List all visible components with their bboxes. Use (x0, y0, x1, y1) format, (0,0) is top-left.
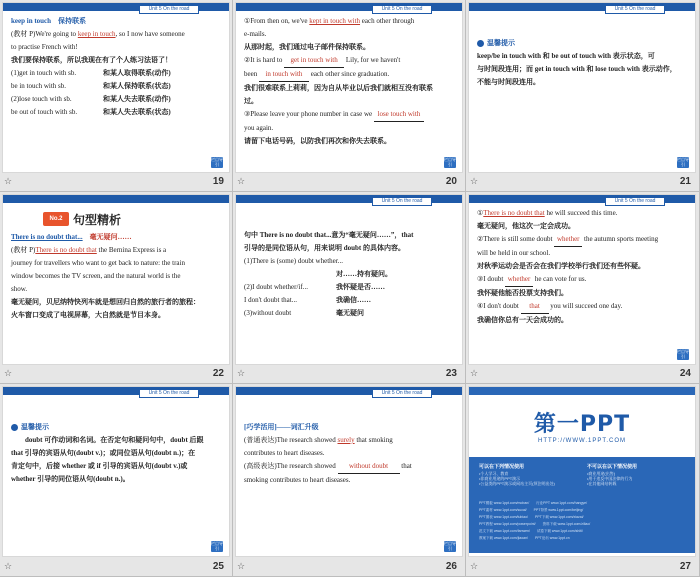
tip-heading: 温馨提示 (477, 37, 687, 50)
tip-text: 不能与时间段连用。 (477, 78, 540, 86)
answer-blank: whether (505, 273, 533, 287)
pattern-row: (2)I doubt whether/if... 我怀疑是否…… (244, 283, 385, 291)
sentence-part: Lily, for we haven't (344, 56, 401, 64)
sentence-line: e-mails. (244, 30, 267, 38)
star-icon: ☆ (4, 369, 13, 379)
translation: 毫无疑问，贝尼纳特快列车就是想回归自然的旅行者的旅程： (11, 298, 200, 306)
resource-link[interactable]: 范文下载 www.1ppt.com/fanwen/ 试卷下载 www.1ppt.com/shiti/ (479, 529, 583, 533)
unit-tag: Unit 5 On the road (605, 5, 665, 14)
source-ref: (教材 P (11, 246, 33, 254)
key-phrase: kept in touch with (309, 17, 361, 25)
resource-link[interactable]: PPT图表 www.1ppt.com/tubiao/ PPT下载 www.1ppt.com/xiazai/ (479, 515, 584, 519)
translation: 毫无疑问，他这次一定会成功。 (477, 222, 575, 230)
resource-link[interactable]: PPT教程 www.1ppt.com/powerpoint/ 资料下载 www.1ppt.com/ziliao/ (479, 522, 591, 526)
forbidden-item: •在其他网站转载 (587, 481, 617, 486)
tip-text: 肯定句中，后接 whether 或 if 引导的宾语从句(doubt v.)或 (11, 462, 188, 470)
explanation: 引导的是同位语从句，用来说明 doubt 的具体内容。 (244, 244, 406, 252)
sentence-line: journey for travellers who want to get back to nature: the train (11, 259, 185, 267)
forbidden-item: •用于违反中国法律的行为 (587, 476, 633, 481)
sentence-line: window becomes the TV screen, and the natural world is the (11, 272, 181, 280)
sentence-line: to practise French with! (11, 43, 78, 51)
phrase-row: be in touch with sb. 和某人保持联系(状态) (11, 82, 171, 90)
nav-button[interactable]: 栏目导引 (211, 157, 223, 167)
tip-icon (477, 40, 484, 47)
sentence-line: contributes to heart diseases. (244, 449, 325, 457)
translation: 我们要保持联系，所以我现在有了个人练习法语了！ (11, 56, 172, 64)
sentence-part: (高级表达)The research showed (244, 462, 338, 470)
translation: 火车窗口变成了电视屏幕，大自然就是节目本身。 (11, 311, 165, 319)
slide-number: 24 (679, 368, 691, 379)
slide-thumb-21[interactable] (466, 0, 700, 192)
slide-21 (468, 2, 696, 173)
star-icon: ☆ (237, 562, 246, 572)
sentence-part: that smoking (354, 436, 393, 444)
sentence-part: (普通表达)The research showed (244, 436, 338, 444)
sentence-part: ①From then on, we've (244, 17, 310, 25)
slide-20 (235, 2, 463, 173)
star-icon: ☆ (237, 177, 246, 187)
brand-block (469, 395, 695, 453)
slide-22 (2, 194, 230, 365)
sentence-part: ① (477, 209, 484, 217)
unit-tag: Unit 5 On the road (372, 389, 432, 398)
sentence-part: ③Please leave your phone number in case we (244, 110, 374, 118)
translation: 我们很难联系上莉莉，因为自从毕业以后我们就相互没有联系 (244, 84, 433, 92)
key-word: surely (337, 436, 355, 444)
star-icon: ☆ (4, 562, 13, 572)
slide-number: 27 (679, 561, 691, 572)
sentence-part: ③I doubt (477, 275, 506, 283)
slide-19 (2, 2, 230, 173)
tip-text: 与时间段连用；而 get in touch with 和 lose touch with 表示动作， (477, 65, 677, 73)
sentence-line: show. (11, 285, 28, 293)
sentence-part: he can vote for us. (533, 275, 587, 283)
unit-tag: Unit 5 On the road (372, 5, 432, 14)
translation: 我怀疑他能否投票支持我们。 (477, 289, 568, 297)
sentence-line: smoking contributes to heart diseases. (244, 476, 351, 484)
answer-blank: without doubt (338, 460, 400, 474)
sentence-part: been (244, 70, 259, 78)
translation: 我确信你总有一天会成功的。 (477, 316, 568, 324)
slide-thumb-23[interactable] (233, 192, 466, 384)
sentence-part: each other since graduation. (308, 70, 390, 78)
tip-heading: 温馨提示 (11, 421, 221, 434)
tip-icon (11, 424, 18, 431)
sentence-part: ) (32, 246, 36, 254)
exercise-heading: [巧学活用]——词汇升级 (244, 423, 319, 431)
license-panel (469, 457, 695, 553)
pattern-row: (3)without doubt 毫无疑问 (244, 309, 364, 317)
slide-thumb-19[interactable] (0, 0, 233, 192)
sentence-part: each other through (360, 17, 415, 25)
star-icon: ☆ (470, 177, 479, 187)
sentence-part: ②There is still some doubt (477, 235, 555, 243)
tip-text: that 引导的宾语从句(doubt v.)；或同位语从句(doubt n.)；在 (11, 449, 196, 457)
brand-logo: 第一PPT (533, 412, 631, 437)
explanation: 句中 There is no doubt that...意为“毫无疑问……”，that (244, 231, 414, 239)
sentence-part: you will succeed one day. (548, 302, 623, 310)
pattern-heading: There is no doubt that... (11, 233, 83, 241)
translation: 对秋季运动会是否会在我们学校举行我们还有些怀疑。 (477, 262, 645, 270)
phrase-heading: keep in touch 保持联系 (11, 17, 87, 25)
forbidden-heading: 不可以在以下情况使用 (587, 464, 638, 470)
slide-thumb-22[interactable] (0, 192, 233, 384)
star-icon: ☆ (470, 562, 479, 572)
unit-tag: Unit 5 On the road (372, 197, 432, 206)
star-icon: ☆ (4, 177, 13, 187)
sentence-part: , so I now have someone (115, 30, 185, 38)
resource-link[interactable]: PPT素材 www.1ppt.com/sucai/ PPT背景 www.1ppt.com/beijing/ (479, 508, 584, 512)
pattern-line: (1)There is (some) doubt whether... (244, 257, 343, 265)
key-phrase: There is no doubt that (483, 209, 545, 217)
sentence-part: he will succeed this time. (544, 209, 618, 217)
sentence-part: the Bernina Express is a (96, 246, 167, 254)
forbidden-item: •商业用途(出售) (587, 471, 616, 476)
slide-26 (235, 386, 463, 557)
sentence-part: the autumn sports meeting (582, 235, 659, 243)
source-ref: (教材 P (11, 30, 33, 38)
phrase-row: (2)lose touch with sb. 和某人失去联系(动作) (11, 95, 171, 103)
translation: 过。 (244, 97, 258, 105)
key-phrase: keep in touch (77, 30, 116, 38)
slide-thumb-25[interactable] (0, 384, 233, 577)
slide-25 (2, 386, 230, 557)
slide-thumb-26[interactable] (233, 384, 466, 577)
star-icon: ☆ (237, 369, 246, 379)
sentence-part: ④I don't doubt (477, 302, 521, 310)
key-phrase: There is no doubt that (35, 246, 97, 254)
allowed-item: •非商业用途的PPT演示 (479, 476, 521, 481)
slide-24 (468, 194, 696, 365)
resource-link[interactable]: 教案下载 www.1ppt.com/jiaoan/ PPT论坛 www.1ppt.cn (479, 536, 570, 540)
slide-23 (235, 194, 463, 365)
tip-text: doubt 可作动词和名词。在否定句和疑问句中，doubt 后跟 (11, 436, 204, 444)
pattern-meaning: 对……持有疑问。 (336, 270, 392, 278)
slide-number: 21 (679, 176, 691, 187)
section-number: No.2 (43, 212, 69, 226)
sentence-line: will be held in our school. (477, 249, 551, 257)
star-icon: ☆ (470, 369, 479, 379)
sentence-part: ②It is hard to (244, 56, 285, 64)
nav-button[interactable]: 栏目导引 (677, 157, 689, 167)
slide-number: 22 (212, 368, 224, 379)
slide-thumb-27[interactable] (466, 384, 700, 577)
pattern-meaning: 毫无疑问…… (82, 233, 132, 241)
slide-number: 19 (212, 176, 224, 187)
slide-number: 25 (212, 561, 224, 572)
answer-blank: that (521, 300, 549, 314)
translation: 请留下电话号码，以防我们再次和你失去联系。 (244, 137, 391, 145)
answer-blank: get in touch with (284, 54, 344, 68)
slide-number: 20 (445, 176, 457, 187)
section-banner (43, 211, 121, 227)
section-title: 句型精析 (73, 212, 122, 227)
answer-blank: in touch with (259, 68, 309, 82)
phrase-row: be out of touch with sb. 和某人失去联系(状态) (11, 108, 171, 116)
slide-header-bar (469, 387, 695, 395)
allowed-item: •个人学习、教育 (479, 471, 509, 476)
unit-tag: Unit 5 On the road (139, 5, 199, 14)
answer-blank: whether (554, 233, 582, 247)
phrase-row: (1)get in touch with sb. 和某人取得联系(动作) (11, 69, 171, 77)
unit-tag: Unit 5 On the road (139, 389, 199, 398)
sentence-part: )We're going to (32, 30, 78, 38)
allowed-item: •公益类的PPT演示或网站主页(须注明出处) (479, 481, 555, 486)
tip-text: keep/be in touch with 和 be out of touch with 表示状态，可 (477, 52, 655, 60)
nav-button[interactable]: 栏目导引 (211, 541, 223, 551)
brand-url: HTTP://WWW.1PPT.COM (538, 438, 626, 444)
nav-button[interactable]: 栏目导引 (444, 541, 456, 551)
allowed-heading: 可以在下列情况使用 (479, 464, 525, 470)
nav-button[interactable]: 栏目导引 (677, 349, 689, 359)
pattern-row: I don't doubt that... 我确信…… (244, 296, 371, 304)
answer-blank: lose touch with (374, 108, 424, 122)
unit-tag: Unit 5 On the road (605, 197, 665, 206)
translation: 从那时起，我们通过电子邮件保持联系。 (244, 43, 370, 51)
sentence-part: that (399, 462, 412, 470)
tip-text: whether 引导的同位语从句(doubt n.)。 (11, 475, 130, 483)
slide-number: 23 (445, 368, 457, 379)
slide-header-bar (3, 195, 229, 203)
slide-27 (468, 386, 696, 557)
nav-button[interactable]: 栏目导引 (444, 157, 456, 167)
slide-number: 26 (445, 561, 457, 572)
slide-thumb-20[interactable] (233, 0, 466, 192)
sentence-line: you again. (244, 124, 274, 132)
resource-link[interactable]: PPT模板 www.1ppt.com/moban/ 行业PPT www.1ppt.com/hangye/ (479, 501, 588, 505)
slide-thumb-24[interactable] (466, 192, 700, 384)
